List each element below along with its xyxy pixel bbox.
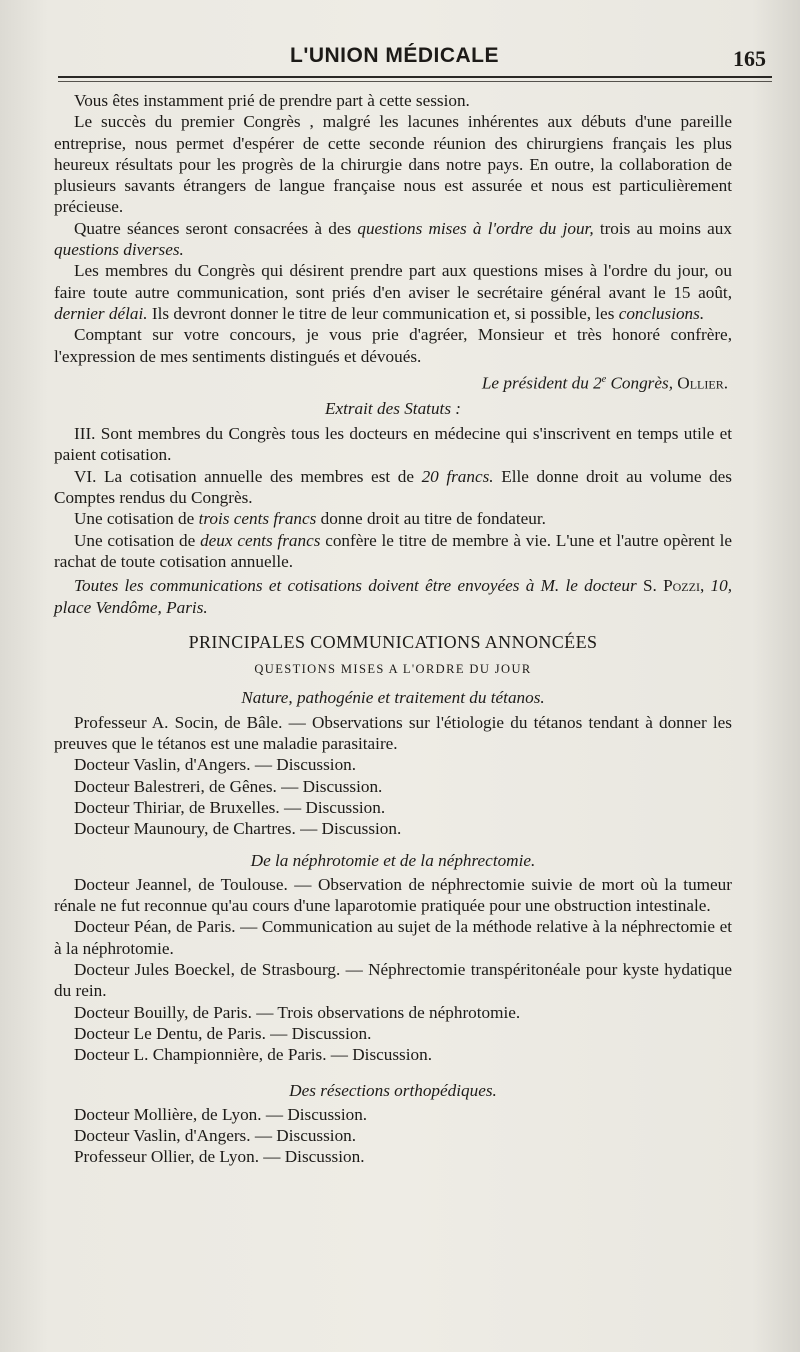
topic-title: Nature, pathogénie et traitement du tétanos. — [241, 688, 545, 708]
statut-article — [54, 508, 732, 529]
communication-entry: Docteur Vaslin, d'Angers. — Discussion. — [74, 755, 357, 775]
text-run: donne droit au titre de fondateur. — [316, 509, 546, 529]
communication-entry: Professeur Ollier, de Lyon. — Discussion. — [74, 1147, 365, 1167]
signature-title: Le président du 2 — [481, 373, 602, 393]
page-body — [54, 90, 732, 1168]
statut-article — [54, 575, 732, 618]
text-run: Une cotisation de — [74, 509, 199, 529]
topic-title: De la néphrotomie et de la néphrectomie. — [250, 850, 536, 870]
section-heading: PRINCIPALES COMMUNICATIONS ANNONCÉES — [188, 631, 598, 652]
text-run: VI. La cotisation annuelle des membres est de — [74, 466, 422, 486]
communication-entry: Docteur Bouilly, de Paris. — Trois observations de néphrotomie. — [74, 1002, 521, 1022]
signature — [54, 369, 732, 394]
paragraph — [54, 260, 732, 324]
communication-entry: Docteur L. Championnière, de Paris. — Discussion. — [74, 1045, 433, 1065]
italic-run: trois cents francs — [198, 509, 317, 529]
italic-run: deux cents francs — [200, 530, 321, 550]
text-run: Une cotisation de — [74, 530, 201, 550]
page-number: 165 — [733, 46, 766, 71]
topic-title: Des résections orthopédiques. — [289, 1080, 497, 1100]
italic-run: 10, place Vendôme, Paris. — [54, 576, 733, 617]
header-rule-thin — [58, 81, 772, 82]
italic-run: conclusions. — [618, 303, 705, 323]
statut-article: III. Sont membres du Congrès tous les docteurs en médecine qui s'inscrivent en temps utile et paient cotisation. — [54, 424, 732, 465]
text-run: Quatre séances seront consacrées à des — [74, 218, 358, 238]
header-rule — [58, 76, 772, 78]
paragraph: Comptant sur votre concours, je vous prie d'agréer, Monsieur et très honoré confrère, l'expression de mes sentiments distingués et dévoués. — [54, 325, 732, 366]
paragraph: Le succès du premier Congrès , malgré les lacunes inhérentes aux débuts d'une pareille entreprise, nous permet d'espérer de cette seconde réunion des chirurgiens français les plus heureux résultats pour les progrès de la chirurgie dans notre pays. En outre, la collaboration de plusieurs savants étrangers de langue française nous est assurée et nous est particulièrement précieuse. — [54, 112, 732, 217]
statut-article — [54, 466, 732, 509]
text-run: confère le titre de membre à vie. L'une et l'autre opèrent le rachat de toute cotisation annuelle. — [54, 530, 732, 571]
text-run: Ils devront donner le titre de leur communication et, si possible, les — [147, 303, 619, 323]
page-header — [0, 40, 800, 80]
signature-name: Ollier. — [677, 373, 728, 393]
statuts-title: Extrait des Statuts : — [324, 398, 462, 418]
communication-entry: Docteur Balestreri, de Gênes. — Discussion. — [74, 776, 383, 796]
name-run: S. Pozzi, — [636, 576, 705, 596]
signature-title-end: Congrès, — [606, 373, 673, 393]
paragraph: Vous êtes instamment prié de prendre part à cette session. — [74, 91, 470, 110]
communication-entry: Docteur Le Dentu, de Paris. — Discussion. — [74, 1023, 372, 1043]
italic-run: dernier délai. — [54, 303, 148, 323]
italic-run: questions diverses. — [54, 240, 184, 260]
communication-entry: Docteur Vaslin, d'Angers. — Discussion. — [74, 1126, 357, 1146]
communication-entry: Professeur A. Socin, de Bâle. — Observations sur l'étiologie du tétanos tendant à donner les preuves que le tétanos est une maladie parasitaire. — [54, 712, 732, 754]
communication-entry: Docteur Péan, de Paris. — Communication au sujet de la méthode relative à la néphrectomie et à la néphrotomie. — [54, 917, 732, 958]
italic-run: Toutes les communications et cotisations doivent être envoyées à M. le docteur — [74, 576, 637, 596]
communication-entry: Docteur Jules Boeckel, de Strasbourg. — Néphrectomie transpéritonéale pour kyste hydatique du rein. — [54, 960, 732, 1001]
paragraph — [54, 218, 732, 261]
signature-sup: e — [601, 373, 607, 385]
communication-entry: Docteur Thiriar, de Bruxelles. — Discussion. — [74, 797, 386, 817]
statut-article — [54, 530, 732, 573]
italic-run: questions mises à l'ordre du jour, — [357, 218, 594, 238]
text-run: Elle donne droit au volume des Comptes rendus du Congrès. — [54, 466, 732, 508]
text-run: trois au moins aux — [593, 218, 732, 238]
communication-entry: Docteur Maunoury, de Chartres. — Discussion. — [74, 819, 402, 839]
section-subheading: QUESTIONS MISES A L'ORDRE DU JOUR — [254, 662, 532, 677]
italic-run: 20 francs. — [421, 466, 494, 486]
communication-entry: Docteur Mollière, de Lyon. — Discussion. — [74, 1104, 368, 1124]
running-title: L'UNION MÉDICALE — [290, 44, 499, 67]
communication-entry: Docteur Jeannel, de Toulouse. — Observation de néphrectomie suivie de mort où la tumeur rénale ne fut reconnue qu'au cours d'une laparotomie pratiquée pour une obstruction intestinale. — [54, 874, 732, 916]
text-run: Les membres du Congrès qui désirent prendre part aux questions mises à l'ordre du jour, ou faire toute autre communication, sont priés d'en aviser le secrétaire général avant le 15 août, — [54, 261, 732, 302]
